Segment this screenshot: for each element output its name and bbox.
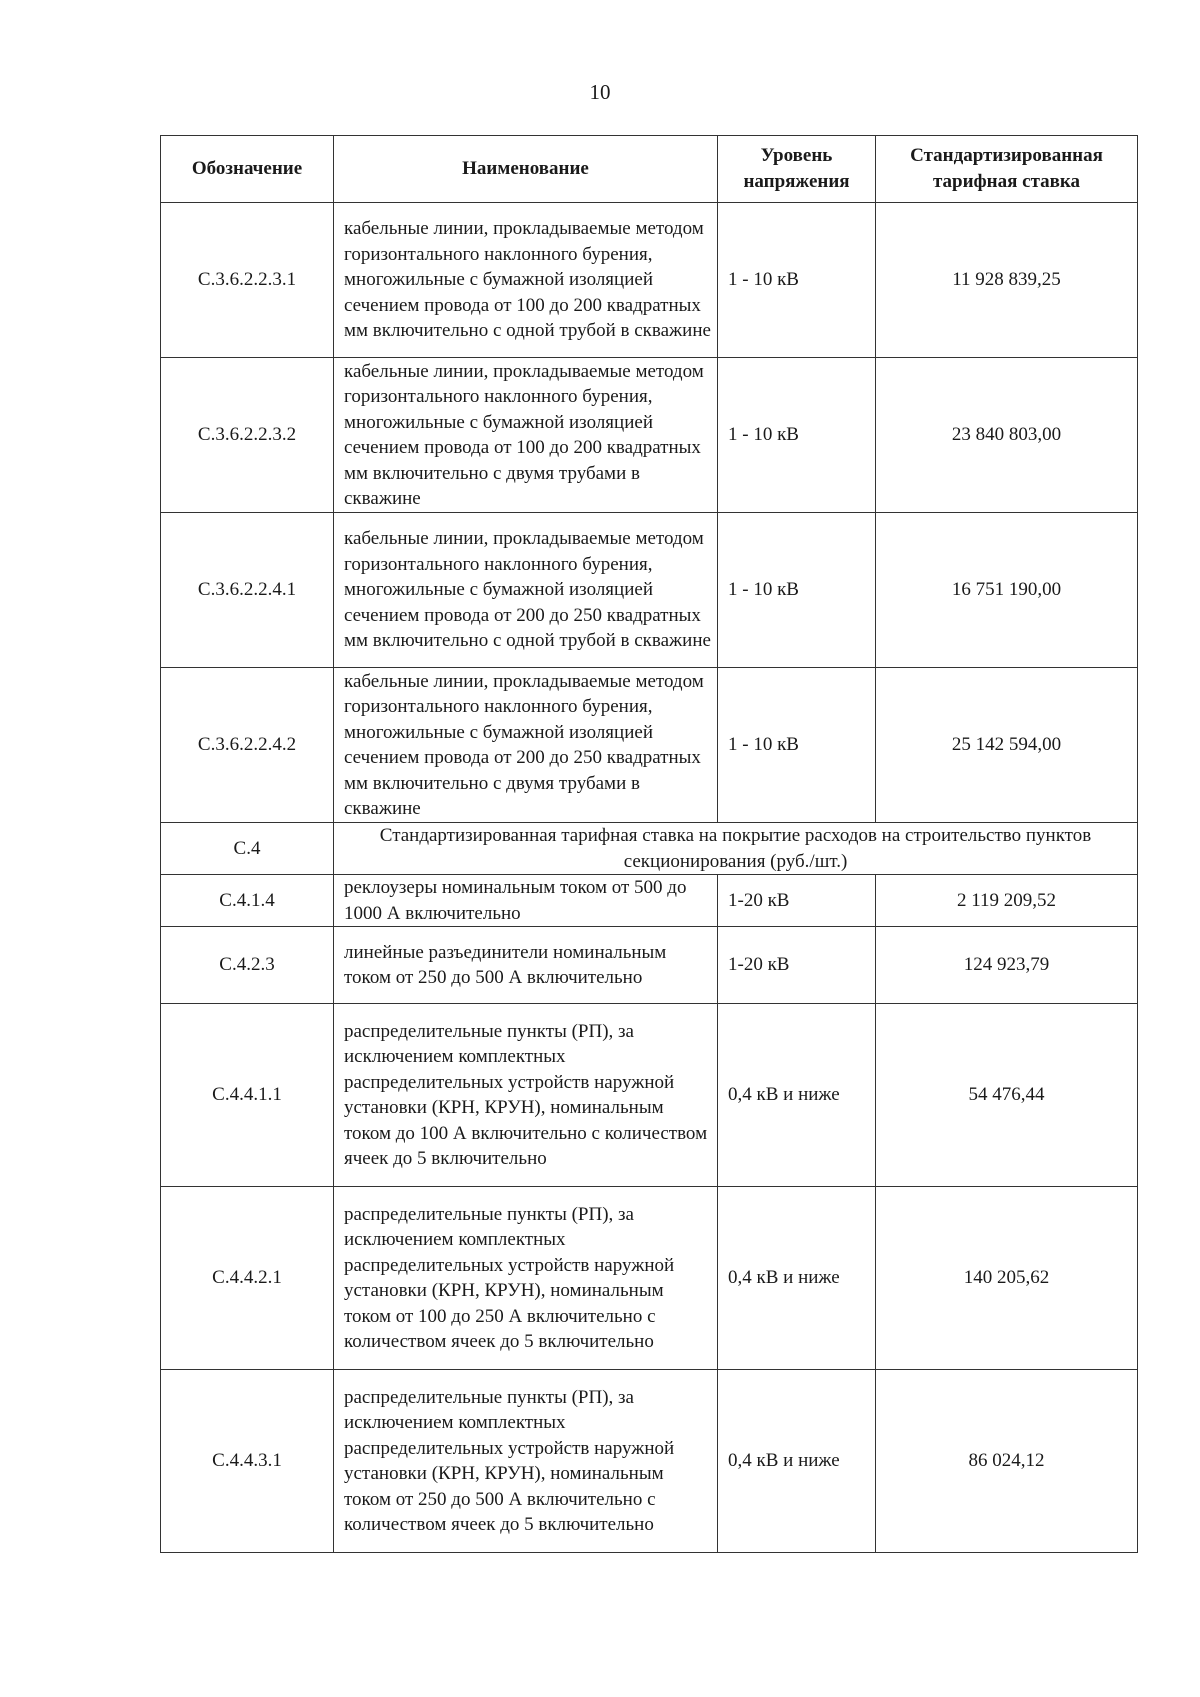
section-title: Стандартизированная тарифная ставка на покрытие расходов на строительство пунктов секционирования (руб./шт.) xyxy=(334,823,1138,875)
cell-voltage: 1 - 10 кВ xyxy=(718,513,876,668)
table-row xyxy=(161,1370,1138,1553)
header-voltage: Уровень напряжения xyxy=(718,136,876,203)
cell-rate: 25 142 594,00 xyxy=(876,668,1138,823)
cell-name: линейные разъединители номинальным током от 250 до 500 А включительно xyxy=(334,927,718,1004)
cell-voltage: 1 - 10 кВ xyxy=(718,668,876,823)
page-number: 10 xyxy=(589,80,611,104)
section-row xyxy=(161,823,1138,875)
cell-voltage: 0,4 кВ и ниже xyxy=(718,1370,876,1553)
cell-name: кабельные линии, прокладываемые методом горизонтального наклонного бурения, многожильные с бумажной изоляцией сечением провода от 100 до 200 квадратных мм включительно с двумя трубами в скважине xyxy=(334,358,718,513)
table-row xyxy=(161,513,1138,668)
cell-voltage: 1 - 10 кВ xyxy=(718,358,876,513)
cell-voltage: 1-20 кВ xyxy=(718,927,876,1004)
table-row xyxy=(161,1187,1138,1370)
header-code: Обозначение xyxy=(161,136,334,203)
cell-voltage: 1 - 10 кВ xyxy=(718,203,876,358)
cell-rate: 23 840 803,00 xyxy=(876,358,1138,513)
cell-code: С.3.6.2.2.4.2 xyxy=(161,668,334,823)
cell-rate: 124 923,79 xyxy=(876,927,1138,1004)
cell-name: кабельные линии, прокладываемые методом горизонтального наклонного бурения, многожильные с бумажной изоляцией сечением провода от 200 до 250 квадратных мм включительно с двумя трубами в скважине xyxy=(334,668,718,823)
table-row xyxy=(161,358,1138,513)
cell-rate: 54 476,44 xyxy=(876,1004,1138,1187)
cell-code: С.3.6.2.2.4.1 xyxy=(161,513,334,668)
cell-name: кабельные линии, прокладываемые методом горизонтального наклонного бурения, многожильные с бумажной изоляцией сечением провода от 100 до 200 квадратных мм включительно с одной трубой в скважине xyxy=(334,203,718,358)
cell-voltage: 0,4 кВ и ниже xyxy=(718,1004,876,1187)
cell-rate: 16 751 190,00 xyxy=(876,513,1138,668)
table-row xyxy=(161,927,1138,1004)
table-header-row xyxy=(161,136,1138,203)
header-name: Наименование xyxy=(334,136,718,203)
cell-name: распределительные пункты (РП), за исключением комплектных распределительных устройств наружной установки (КРН, КРУН), номинальным током от 100 до 250 А включительно с количеством ячеек до 5 включительно xyxy=(334,1187,718,1370)
section-code: С.4 xyxy=(161,823,334,875)
cell-rate: 86 024,12 xyxy=(876,1370,1138,1553)
cell-code: С.3.6.2.2.3.1 xyxy=(161,203,334,358)
tariff-table xyxy=(160,135,1138,1553)
cell-code: С.4.4.1.1 xyxy=(161,1004,334,1187)
cell-rate: 11 928 839,25 xyxy=(876,203,1138,358)
table-row xyxy=(161,875,1138,927)
table-row xyxy=(161,668,1138,823)
cell-voltage: 0,4 кВ и ниже xyxy=(718,1187,876,1370)
cell-code: С.4.4.3.1 xyxy=(161,1370,334,1553)
cell-name: распределительные пункты (РП), за исключением комплектных распределительных устройств наружной установки (КРН, КРУН), номинальным током до 100 А включительно с количеством ячеек до 5 включительно xyxy=(334,1004,718,1187)
cell-code: С.4.2.3 xyxy=(161,927,334,1004)
cell-name: распределительные пункты (РП), за исключением комплектных распределительных устройств наружной установки (КРН, КРУН), номинальным током от 250 до 500 А включительно с количеством ячеек до 5 включительно xyxy=(334,1370,718,1553)
header-rate: Стандартизированная тарифная ставка xyxy=(876,136,1138,203)
cell-code: С.4.1.4 xyxy=(161,875,334,927)
cell-rate: 140 205,62 xyxy=(876,1187,1138,1370)
table-row xyxy=(161,1004,1138,1187)
cell-voltage: 1-20 кВ xyxy=(718,875,876,927)
table-row xyxy=(161,203,1138,358)
cell-rate: 2 119 209,52 xyxy=(876,875,1138,927)
cell-code: С.4.4.2.1 xyxy=(161,1187,334,1370)
cell-name: реклоузеры номинальным током от 500 до 1000 А включительно xyxy=(334,875,718,927)
cell-name: кабельные линии, прокладываемые методом горизонтального наклонного бурения, многожильные с бумажной изоляцией сечением провода от 200 до 250 квадратных мм включительно с одной трубой в скважине xyxy=(334,513,718,668)
cell-code: С.3.6.2.2.3.2 xyxy=(161,358,334,513)
